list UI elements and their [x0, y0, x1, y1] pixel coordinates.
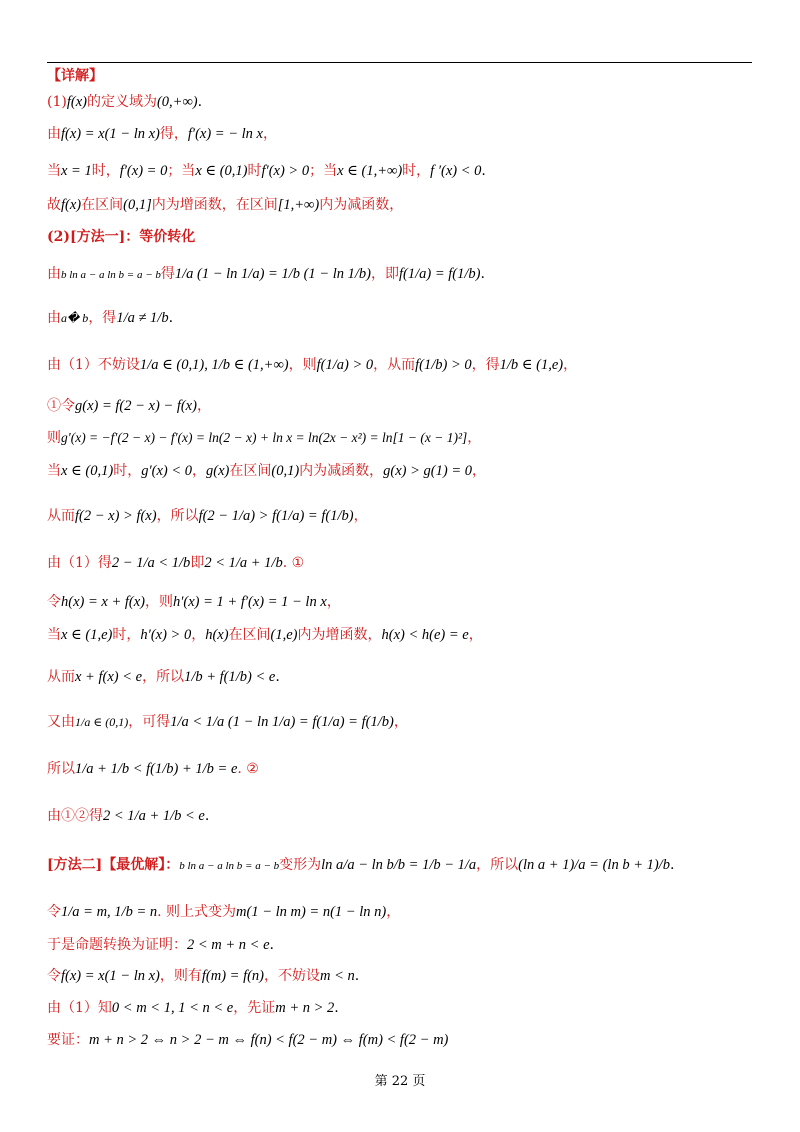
text-line-14: 令h(x) = x + f(x)，则h′(x) = 1 + f′(x) = 1 − ln x，: [47, 594, 341, 610]
text-line-13: 由（1）得2 − 1/a < 1/b即2 < 1/a + 1/b. ①: [47, 555, 305, 571]
text-line-1: (1)f(x)的定义域为(0,+∞).: [47, 94, 203, 110]
text-line-6: 由b ln a − a ln b = a − b得1/a (1 − ln 1/a) = 1/b (1 − ln 1/b)，即f(1/a) = f(1/b).: [47, 266, 485, 282]
text-line-22: 于是命题转换为证明：2 < m + n < e.: [47, 937, 274, 953]
section-heading-method-one: (2)[方法一]：等价转化: [47, 229, 196, 245]
text-line-9: ①令g(x) = f(2 − x) − f(x)，: [47, 398, 211, 414]
text-line-12: 从而f(2 − x) > f(x)，所以f(2 − 1/a) > f(1/a) = f(1/b)，: [47, 508, 368, 524]
text-line-18: 所以1/a + 1/b < f(1/b) + 1/b = e. ②: [47, 761, 259, 777]
text-line-20: [方法二]【最优解】：b ln a − a ln b = a − b变形为ln a/a − ln b/b = 1/b − 1/a，所以(ln a + 1)/a = (ln b + 1)/b.: [47, 857, 675, 873]
text-line-3: 当x = 1时，f′(x) = 0；当x ∈ (0,1)时f′(x) > 0；当x ∈ (1,+∞)时，f ′(x) < 0.: [47, 163, 486, 179]
text-line-7: 由a� b，得1/a ≠ 1/b.: [47, 310, 174, 326]
text-line-17: 又由1/a ∈ (0,1)，可得1/a < 1/a (1 − ln 1/a) = f(1/a) = f(1/b)，: [47, 714, 408, 730]
section-heading-detail: 【详解】: [47, 68, 103, 84]
text-line-23: 令f(x) = x(1 − ln x)，则有f(m) = f(n)，不妨设m < n.: [47, 968, 360, 984]
text-line-4: 故f(x)在区间(0,1]内为增函数，在区间[1,+∞)内为减函数，: [47, 197, 404, 213]
text-line-16: 从而x + f(x) < e，所以1/b + f(1/b) < e.: [47, 669, 280, 685]
text-line-10: 则g′(x) = −f′(2 − x) − f′(x) = ln(2 − x) + ln x = ln(2x − x²) = ln[1 − (x − 1)²]，: [47, 430, 482, 446]
text-line-24: 由（1）知0 < m < 1, 1 < n < e，先证m + n > 2.: [47, 1000, 339, 1016]
text-line-19: 由①②得2 < 1/a + 1/b < e.: [47, 808, 210, 824]
header-rule: [47, 62, 752, 63]
text-line-21: 令1/a = m, 1/b = n. 则上式变为m(1 − ln m) = n(1 − ln n)，: [47, 904, 401, 920]
page-footer: 第 22 页: [374, 1074, 426, 1089]
text-line-11: 当x ∈ (0,1)时，g′(x) < 0，g(x)在区间(0,1)内为减函数，g(x) > g(1) = 0，: [47, 463, 486, 479]
text-line-2: 由f(x) = x(1 − ln x)得，f′(x) = − ln x，: [47, 126, 277, 142]
text-line-15: 当x ∈ (1,e)时，h′(x) > 0，h(x)在区间(1,e)内为增函数，h(x) < h(e) = e，: [47, 627, 483, 643]
text-line-8: 由（1）不妨设1/a ∈ (0,1), 1/b ∈ (1,+∞)，则f(1/a) > 0，从而f(1/b) > 0，得1/b ∈ (1,e)，: [47, 357, 578, 373]
text-line-25: 要证：m + n > 2 ⇔ n > 2 − m ⇔ f(n) < f(2 − m) ⇔ f(m) < f(2 − m): [47, 1032, 449, 1048]
